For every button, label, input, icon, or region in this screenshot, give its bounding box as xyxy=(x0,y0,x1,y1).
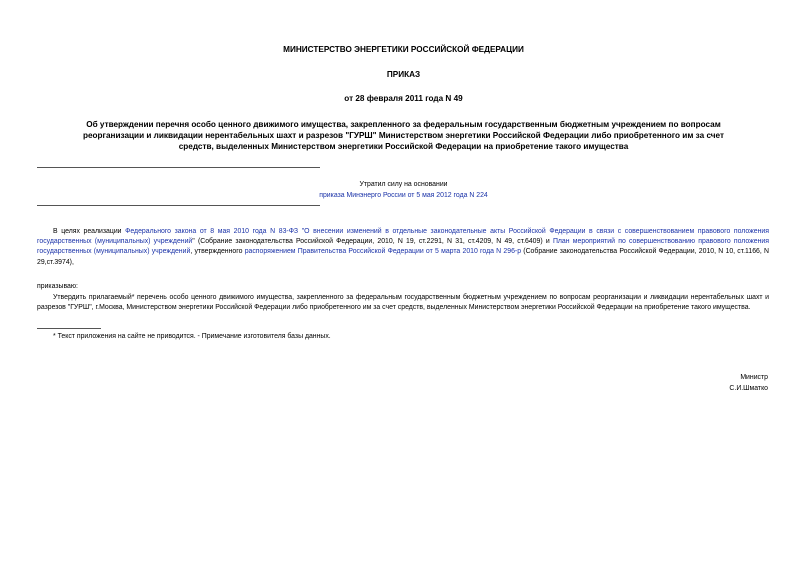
date-number-heading: от 28 февраля 2011 года N 49 xyxy=(344,94,463,103)
document-title-line-3: средств, выделенных Министерством энергетики Российской Федерации на приобретение такого имущества xyxy=(178,142,629,151)
document-title-line-1: Об утверждении перечня особо ценного движимого имущества, закрепленного за федеральным государственным бюджетным учреждением по вопросам xyxy=(86,120,721,129)
ministry-heading: МИНИСТЕРСТВО ЭНЕРГЕТИКИ РОССИЙСКОЙ ФЕДЕРАЦИИ xyxy=(283,45,524,54)
repeal-order-link[interactable]: приказа Минэнерго России от 5 мая 2012 года N 224 xyxy=(319,192,488,199)
footnote-divider xyxy=(37,328,101,329)
government-decree-link[interactable]: распоряжением Правительства Российской Федерации от 5 марта 2010 года N 296-р xyxy=(244,248,522,256)
status-text: Утратил силу на основании xyxy=(359,181,448,188)
action-plan-link[interactable]: План мероприятий по совершенствованию правового положения государственных (муниципальных) учреждений xyxy=(37,238,769,256)
preamble-text-c: , утвержденного xyxy=(190,248,245,256)
preamble-text-b: " (Собрание законодательства Российской Федерации, 2010, N 19, ст.2291, N 31, ст.4209, N 49, ст.6409) и xyxy=(192,238,553,246)
divider-top xyxy=(37,167,320,168)
preamble-text-a: В целях реализации xyxy=(53,228,126,235)
preamble-text-d: (Собрание законодательства Российской Федерации, 2010, N 10, ст.1166, N 29,ст.3974), xyxy=(37,248,770,266)
divider-bottom xyxy=(37,205,320,206)
document-title-line-2: реорганизации и ликвидации нерентабельных шахт и разрезов "ГУРШ" Министерством энергетики Российской Федерации либо приобретенного им за счет xyxy=(82,131,724,140)
doc-type-heading: ПРИКАЗ xyxy=(386,70,421,79)
order-word: приказываю: xyxy=(37,283,78,290)
federal-law-link[interactable]: Федерального закона от 8 мая 2010 года N 83-ФЗ "О внесении изменений в отдельные законодательные акты Российской Федерации в связи с совершенствованием правового положения государственных (муниципальных) учреждений xyxy=(37,228,769,246)
footnote: * Текст приложения на сайте не приводится. - Примечание изготовителя базы данных. xyxy=(53,333,331,340)
order-paragraph: Утвердить прилагаемый* перечень особо ценного движимого имущества, закрепленного за федеральным государственным бюджетным учреждением по вопросам реорганизации и ликвидации нерентабельных шахт и разрезов "ГУРШ", г.Москва, Министерством энергетики Российской Федерации либо приобретенного им за счет средств, выделенных Министерством энергетики Российской Федерации на приобретение такого имущества. xyxy=(37,294,769,312)
signature-name: С.И.Шматко xyxy=(729,385,768,392)
preamble-paragraph xyxy=(37,227,769,268)
signature-position: Министр xyxy=(740,374,768,381)
